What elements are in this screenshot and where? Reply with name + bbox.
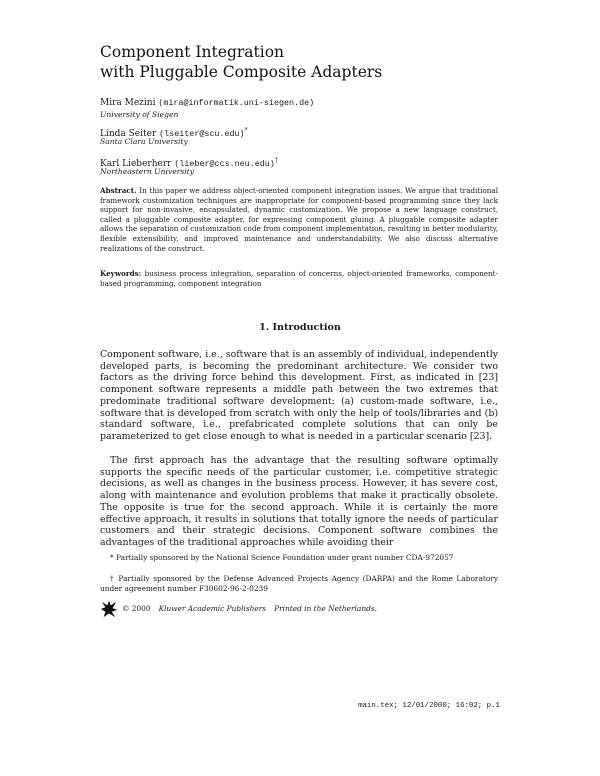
author-email: (lieber@ccs.neu.edu): [174, 159, 275, 169]
body-paragraph-1: Component software, i.e., software that is an assembly of individual, independently developed parts, is becoming the predominant architecture. We consider two factors as the driving force behind this development. First, as indicated in [23] component software represents a middle path between the two extremes that predominate traditional software development: (a) custom-made software, i.e., software that is developed from scratch with only the help of tools/libraries and (b) standard software, i.e., prefabricated complete solutions that can only be parameterized to get close enough to what is needed in a particular scenario [23].: [100, 349, 498, 442]
printed-note: Printed in the Netherlands.: [274, 604, 377, 613]
abstract-label: Abstract.: [100, 186, 137, 195]
keywords: [100, 269, 498, 288]
author-name: Karl Lieberherr: [100, 159, 172, 169]
author-3-affiliation: Northeastern University: [100, 167, 194, 176]
footnote-mark: *: [244, 127, 248, 134]
author-email: (mira@informatik.uni-siegen.de): [158, 98, 315, 108]
author-2-affiliation: Santa Clara University: [100, 137, 188, 146]
page-info: main.tex; 12/01/2000; 16:02; p.1: [358, 702, 500, 710]
footnote-mark: †: [274, 157, 278, 164]
abstract-text: In this paper we address object-oriented component integration issues. We argue that traditional framework customization techniques are inappropriate for component-based programming since they lack support for non-invasive, encapsulated, dynamic customization. We propose a new language construct, called a pluggable composite adapter, for expressing component gluing. A pluggable composite adapter allows the separation of customization code from component implementation, resulting in better modularity, flexible extensibility, and improved maintenance and understandability. We also discuss alternative realizations of the construct.: [100, 186, 498, 253]
keywords-text: business process integration, separation of concerns, object-oriented frameworks, component-based programming, component integration: [100, 269, 498, 288]
paper-title: [100, 42, 382, 82]
title-line-1: Component Integration: [100, 43, 285, 61]
author-1: [100, 98, 314, 109]
author-name: Linda Seiter: [100, 129, 157, 139]
body-paragraph-2: The first approach has the advantage that the resulting software optimally supports the specific needs of the particular customer, i.e. competitive strategic decisions, as well as changes in the business process. However, it has severe cost, along with maintenance and evolution problems that make it practically obsolete. The opposite is true for the second approach. While it is certainly the more effective approach, it results in solutions that totally ignore the needs of particular customers and their strategic decisions. Component software combines the advantages of the traditional approaches while avoiding their: [100, 455, 498, 548]
keywords-label: Keywords:: [100, 269, 142, 278]
author-email: (lseiter@scu.edu): [159, 129, 245, 139]
publisher-logo-icon: [100, 600, 118, 618]
abstract: [100, 186, 498, 253]
publisher-name: Kluwer Academic Publishers: [158, 604, 267, 613]
section-heading: 1. Introduction: [259, 322, 341, 333]
title-line-2: with Pluggable Composite Adapters: [100, 63, 383, 81]
copyright-line: [122, 604, 377, 613]
copyright: © 2000: [122, 604, 151, 613]
author-name: Mira Mezini: [100, 98, 156, 108]
author-1-affiliation: University of Siegen: [100, 110, 179, 119]
footnote-1: * Partially sponsored by the National Science Foundation under grant number CDA-972057: [110, 553, 454, 562]
footnote-2: † Partially sponsored by the Defense Advanced Projects Agency (DARPA) and the Rome Laboratory under agreement number F30602-96-2-0239: [100, 574, 498, 593]
